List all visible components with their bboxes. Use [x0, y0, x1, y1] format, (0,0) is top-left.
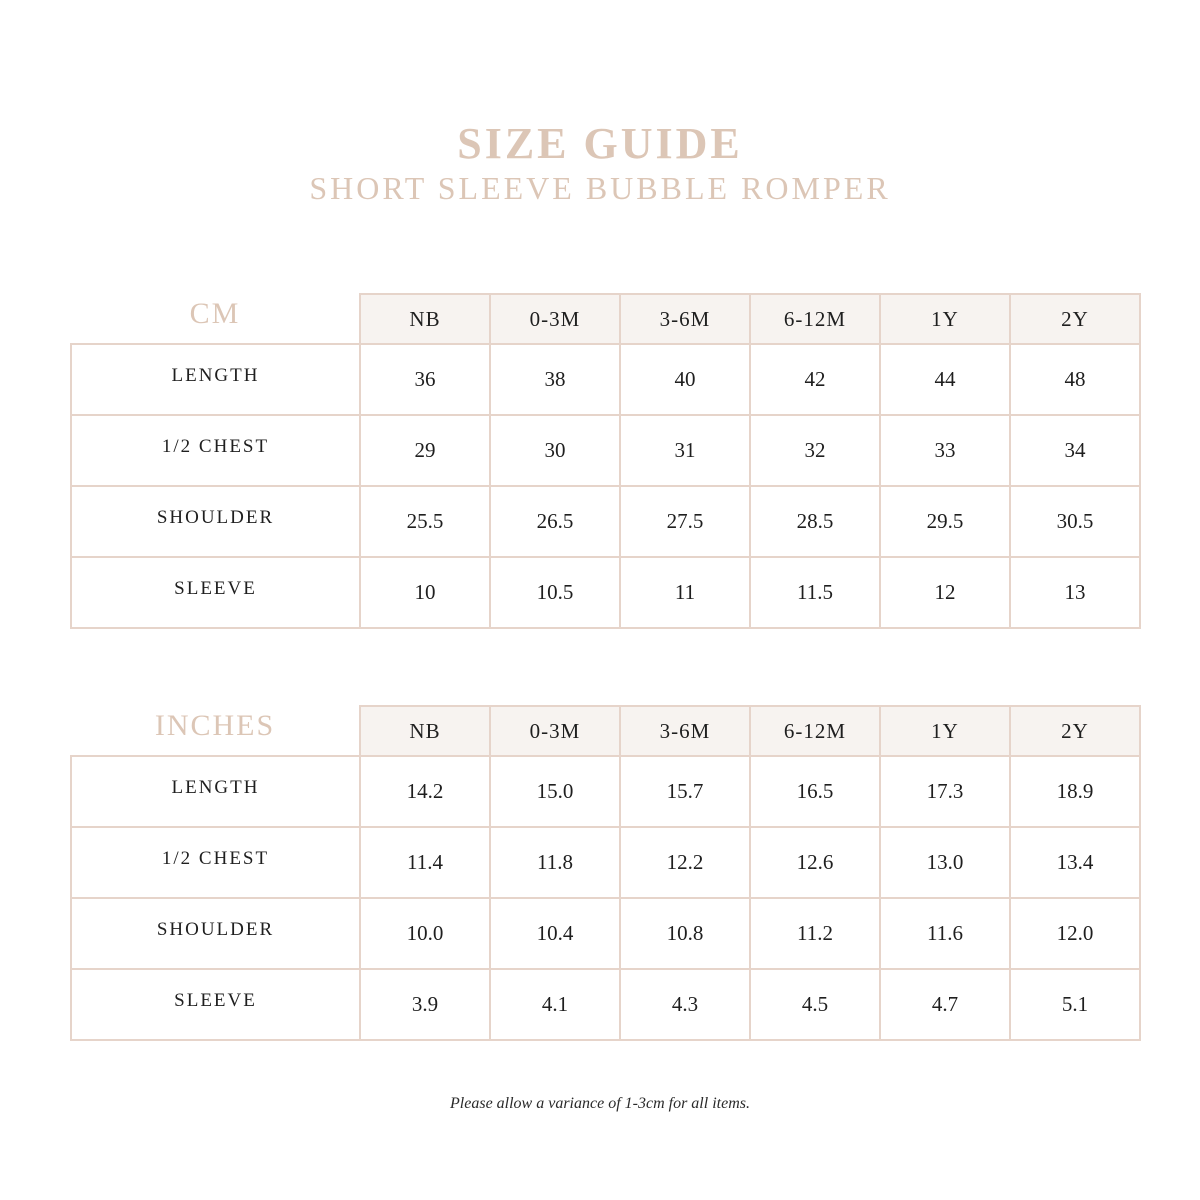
- table-cell: 28.5: [750, 486, 880, 557]
- size-header-1y: 1Y: [880, 294, 1010, 344]
- table-cell: 4.1: [490, 969, 620, 1040]
- table-cell: 10.5: [490, 557, 620, 628]
- table-cell: 17.3: [880, 756, 1010, 827]
- table-row: [71, 969, 1140, 1040]
- size-header-6-12m: 6-12M: [750, 294, 880, 344]
- table-cell: 30.5: [1010, 486, 1140, 557]
- table-cell: 13.4: [1010, 827, 1140, 898]
- table-cell: 10.4: [490, 898, 620, 969]
- table-cell: 12.2: [620, 827, 750, 898]
- row-label-chest: 1/2 CHEST: [71, 415, 360, 486]
- variance-note: Please allow a variance of 1-3cm for all items.: [450, 1095, 750, 1112]
- table-cell: 30: [490, 415, 620, 486]
- table-cell: 26.5: [490, 486, 620, 557]
- size-header-2y: 2Y: [1010, 706, 1140, 756]
- table-cell: 29: [360, 415, 490, 486]
- size-header-nb: NB: [360, 294, 490, 344]
- table-row: [71, 415, 1140, 486]
- table-cell: 34: [1010, 415, 1140, 486]
- size-header-0-3m: 0-3M: [490, 294, 620, 344]
- table-cell: 4.3: [620, 969, 750, 1040]
- table-cell: 15.7: [620, 756, 750, 827]
- table-row: [71, 898, 1140, 969]
- page-title: SIZE GUIDE: [457, 119, 743, 168]
- cm-header-row: [71, 294, 1140, 344]
- size-header-2y: 2Y: [1010, 294, 1140, 344]
- table-cell: 18.9: [1010, 756, 1140, 827]
- row-label-chest: 1/2 CHEST: [71, 827, 360, 898]
- size-header-3-6m: 3-6M: [620, 706, 750, 756]
- table-cell: 15.0: [490, 756, 620, 827]
- size-header-6-12m: 6-12M: [750, 706, 880, 756]
- table-cell: 4.5: [750, 969, 880, 1040]
- table-cell: 4.7: [880, 969, 1010, 1040]
- table-cell: 5.1: [1010, 969, 1140, 1040]
- table-cell: 25.5: [360, 486, 490, 557]
- row-label-sleeve: SLEEVE: [71, 969, 360, 1040]
- cm-size-table: [70, 293, 1141, 629]
- table-cell: 12: [880, 557, 1010, 628]
- table-cell: 36: [360, 344, 490, 415]
- table-cell: 11.5: [750, 557, 880, 628]
- table-cell: 48: [1010, 344, 1140, 415]
- table-cell: 29.5: [880, 486, 1010, 557]
- inches-header-row: [71, 706, 1140, 756]
- cm-unit-label: CM: [189, 296, 241, 330]
- table-cell: 16.5: [750, 756, 880, 827]
- size-header-3-6m: 3-6M: [620, 294, 750, 344]
- row-label-sleeve: SLEEVE: [71, 557, 360, 628]
- size-header-1y: 1Y: [880, 706, 1010, 756]
- table-cell: 33: [880, 415, 1010, 486]
- product-subtitle: SHORT SLEEVE BUBBLE ROMPER: [309, 170, 891, 206]
- table-cell: 12.6: [750, 827, 880, 898]
- table-cell: 11: [620, 557, 750, 628]
- table-row: [71, 344, 1140, 415]
- table-cell: 11.4: [360, 827, 490, 898]
- table-cell: 12.0: [1010, 898, 1140, 969]
- table-cell: 10.8: [620, 898, 750, 969]
- table-cell: 3.9: [360, 969, 490, 1040]
- table-cell: 32: [750, 415, 880, 486]
- table-row: [71, 827, 1140, 898]
- inches-size-table: [70, 705, 1141, 1041]
- inches-unit-label: INCHES: [154, 708, 276, 742]
- size-header-0-3m: 0-3M: [490, 706, 620, 756]
- table-cell: 11.6: [880, 898, 1010, 969]
- table-cell: 42: [750, 344, 880, 415]
- row-label-length: LENGTH: [71, 756, 360, 827]
- table-row: [71, 486, 1140, 557]
- table-cell: 13: [1010, 557, 1140, 628]
- table-cell: 14.2: [360, 756, 490, 827]
- table-row: [71, 756, 1140, 827]
- row-label-shoulder: SHOULDER: [71, 898, 360, 969]
- table-cell: 31: [620, 415, 750, 486]
- table-cell: 11.8: [490, 827, 620, 898]
- size-header-nb: NB: [360, 706, 490, 756]
- table-cell: 27.5: [620, 486, 750, 557]
- row-label-length: LENGTH: [71, 344, 360, 415]
- table-cell: 10: [360, 557, 490, 628]
- row-label-shoulder: SHOULDER: [71, 486, 360, 557]
- table-row: [71, 557, 1140, 628]
- table-cell: 38: [490, 344, 620, 415]
- table-cell: 44: [880, 344, 1010, 415]
- table-cell: 13.0: [880, 827, 1010, 898]
- table-cell: 11.2: [750, 898, 880, 969]
- table-cell: 40: [620, 344, 750, 415]
- table-cell: 10.0: [360, 898, 490, 969]
